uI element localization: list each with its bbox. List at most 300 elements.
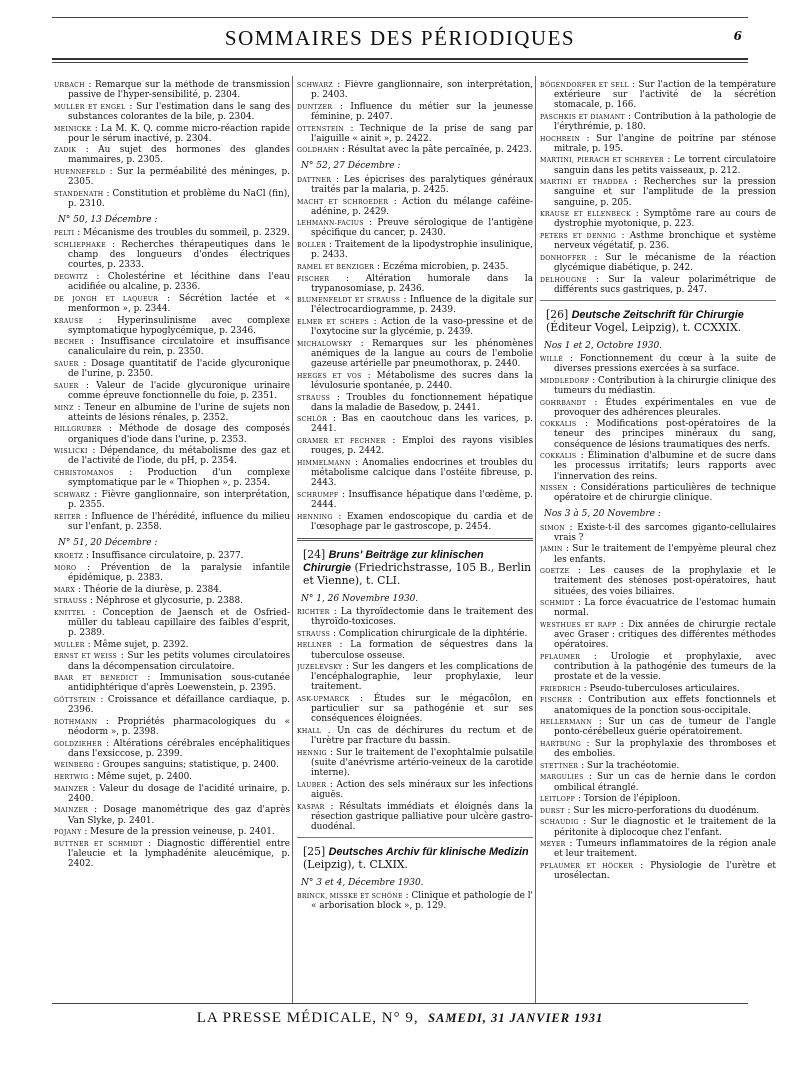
author-name: MACHT ET SCHROEDER	[297, 198, 389, 206]
abstract-entry	[540, 717, 776, 737]
author-name: STRAUSS	[54, 598, 88, 606]
author-name: GOETZE	[540, 568, 570, 576]
article-title: : Valeur de l'acide glycuronique urinaire comme épreuve fonctionnelle du foie, p. 2351.	[68, 380, 290, 402]
author-name: SCHWARZ	[54, 491, 90, 499]
author-name: HUENNEFELD	[54, 169, 106, 177]
article-title: : Remarques sur les phénomènes anémiques de la langue au cours de l'embolie gazeuse artérielle par pneumothorax, p. 2440.	[311, 338, 533, 370]
author-name: RICHTER	[297, 608, 330, 616]
footer-rule	[52, 1003, 748, 1004]
abstract-entry	[297, 662, 533, 692]
abstract-entry	[540, 419, 776, 449]
abstract-entry	[540, 155, 776, 175]
article-title: : Teneur en albumine de l'urine de sujets non atteints de lésions rénales, p. 2352.	[68, 402, 290, 423]
article-title: : Complication chirurgicale de la diphtérie.	[333, 628, 528, 639]
article-title: : Traitement de la lipodystrophie insulinique, p. 2433.	[311, 240, 533, 261]
abstract-entry	[297, 458, 533, 488]
article-title: : Groupes sanguins; statistique, p. 2400.	[96, 760, 279, 771]
article-title: : Insuffisance hépatique dans l'œdème, p. 2444.	[311, 489, 533, 510]
abstract-entry	[297, 145, 533, 155]
author-name: HEEGES ET VOS	[297, 372, 362, 380]
abstract-entry	[54, 739, 290, 759]
article-title: : Hyperinsulinisme avec complexe symptomatique hypoglycémique, p. 2346.	[68, 315, 290, 336]
author-name: SIMON	[540, 524, 566, 532]
author-name: KHALL	[297, 728, 322, 736]
top-rule	[52, 17, 748, 18]
page-footer	[52, 1010, 748, 1027]
article-title: : Insuffisance circulatoire et insuffisance canaliculaire du rein, p. 2350.	[68, 337, 290, 358]
article-title: : Emploi des rayons visibles rouges, p. 2442.	[311, 436, 533, 457]
author-name: DATTNER	[297, 176, 332, 184]
article-title: : Insuffisance circulatoire, p. 2377.	[85, 551, 244, 562]
article-title: : Méthode de dosage des composés organiques d'iode dans l'urine, p. 2353.	[68, 424, 290, 445]
abstract-entry	[540, 794, 776, 804]
article-title: : Examen endoscopique du cardia et de l'œsophage par le gastroscope, p. 2454.	[311, 511, 533, 532]
abstract-entry	[540, 134, 776, 154]
abstract-entry	[297, 629, 533, 639]
abstract-entry	[297, 197, 533, 217]
article-title: : Sur la prophylaxie des thromboses et des embolies.	[554, 739, 776, 760]
header-rule-thin	[52, 62, 748, 63]
abstract-entry	[54, 695, 290, 715]
abstract-entry	[54, 640, 290, 650]
author-name: BÖGENDORFER ET SELL	[540, 82, 629, 89]
article-title: : Sur un cas de tumeur de l'angle ponto-cérébelleux guérie opératoirement.	[554, 717, 776, 738]
author-name: SAUER	[54, 382, 79, 390]
abstract-entry	[540, 483, 776, 503]
author-name: COKKALIS	[540, 421, 577, 429]
author-name: KRAUSE ET ELLENBECK	[540, 211, 631, 219]
author-name: NISSEN	[540, 485, 568, 493]
article-title: : Au sujet des hormones des glandes mammaires, p. 2305.	[68, 145, 290, 166]
article-title: : Sur le diagnostic et le traitement de la péritonite à diplocoque chez l'enfant.	[554, 817, 776, 838]
article-title: : Influence de l'hérédité, influence du milieu sur l'enfant, p. 2358.	[68, 511, 290, 532]
author-name: GOLDZIEHER	[54, 740, 102, 748]
article-title: : Contribution à la chirurgie clinique des tumeurs du médiastin.	[554, 375, 776, 396]
article-title: : Considérations particulières de technique opératoire et de chirurgie clinique.	[554, 483, 776, 504]
author-name: DEGWITZ	[54, 274, 88, 281]
article-title: : Élimination d'albumine et de sucre dans les processus irritatifs; leurs rapports avec l'innervation des reins.	[554, 451, 776, 482]
author-name: STRAUSS	[297, 630, 331, 638]
article-title: : Pseudo-tuberculoses articulaires.	[583, 683, 740, 694]
abstract-entry	[54, 805, 290, 825]
abstract-entry	[54, 585, 290, 595]
author-name: SCHWARZ	[297, 82, 333, 89]
abstract-entry	[297, 891, 533, 911]
article-title: : Les épicrises des paralytiques généraux traités par la malaria, p. 2425.	[311, 174, 533, 195]
article-title: : Torsion de l'épiploon.	[577, 794, 681, 805]
article-title: : Sur l'action de la température extérieure sur l'activité de la sécrétion stomacale, p. 166.	[554, 80, 776, 111]
issue-heading: N° 51, 20 Décembre :	[58, 537, 158, 548]
abstract-entry	[540, 451, 776, 481]
journal-number: [25]	[303, 844, 326, 858]
author-name: WILLÉ	[540, 355, 564, 363]
abstract-entry	[540, 275, 776, 295]
article-title: : Néphrose et glycosurie, p. 2388.	[90, 596, 243, 607]
article-title: : Sur les micro-perforations du duodénum.	[567, 805, 760, 816]
author-name: HIMMELMANN	[297, 459, 351, 467]
article-title: : Preuve sérologique de l'antigène spécifique du cancer, p. 2430.	[311, 218, 533, 239]
journal-number: [26]	[546, 307, 569, 321]
author-name: LEHMANN-FACIUS	[297, 220, 364, 228]
abstract-entry	[54, 189, 290, 209]
author-name: MARX	[54, 586, 76, 594]
author-name: KNITTEL	[54, 609, 86, 617]
article-title: : Immunisation sous-cutanée antidiphtérique d'après Loewenstein, p. 2395.	[68, 673, 290, 694]
abstract-entry	[540, 772, 776, 792]
author-name: ASK-UPMARCK	[297, 696, 350, 704]
abstract-entry	[540, 652, 776, 682]
article-title: : La formation de séquestres dans la tuberculose osseuse.	[311, 640, 533, 661]
abstract-entry	[54, 651, 290, 671]
abstract-entry	[54, 381, 290, 401]
abstract-entry	[540, 806, 776, 816]
abstract-entry	[54, 827, 290, 837]
article-title: : La thyroïdectomie dans le traitement des thyroïdo-toxicoses.	[311, 606, 533, 628]
author-name: ERNST ET WEISS	[54, 653, 118, 661]
article-title: : Fonctionnement du cœur à la suite de diverses pressions exercées à sa surface.	[554, 353, 776, 375]
author-name: HERTWIG	[54, 773, 89, 781]
abstract-entry	[54, 784, 290, 804]
column-right	[540, 80, 776, 1000]
abstract-entry	[540, 112, 776, 132]
abstract-entry	[54, 145, 290, 165]
author-name: MICHALOWSKY	[297, 340, 352, 348]
article-title: : Remarque sur la méthode de transmission passive de l'hyper-sensibilité, p. 2304.	[68, 80, 290, 101]
article-title: : Tumeurs inflammatoires de la région anale et leur traitement.	[554, 839, 776, 860]
abstract-entry	[54, 294, 290, 314]
author-name: HELLNER	[297, 642, 332, 650]
abstract-entry	[297, 436, 533, 456]
author-name: BLUMENFELDT ET STRAUSS	[297, 297, 401, 305]
author-name: RAMEL ET BENZIGER	[297, 263, 375, 271]
article-title: : Cholestérine et lécithine dans l'eau acidifiée ou alcaline, p. 2336.	[68, 272, 290, 293]
author-name: OTTENSTEIN	[297, 125, 345, 133]
author-name: DE JONGH ET LAQUEUR	[54, 295, 159, 303]
author-name: STANDENATH	[54, 190, 104, 198]
author-name: GOHRBANDT	[540, 399, 587, 407]
author-name: SCHAUDIG	[540, 819, 579, 827]
article-title: : Sur le traitement de l'empyème pleural chez les enfants.	[554, 544, 776, 565]
author-name: DONHOFFER	[540, 254, 587, 262]
footer-journal: LA PRESSE MÉDICALE, N° 9,	[196, 1010, 419, 1026]
article-title: : Métabolisme des sucres dans la lévulosurie spontanée, p. 2440.	[311, 370, 533, 391]
article-title: : Fièvre ganglionnaire, son interprétation, p. 2403.	[311, 80, 533, 101]
abstract-entry	[297, 607, 533, 627]
author-name: HOCHREIN	[540, 135, 581, 143]
abstract-entry	[297, 240, 533, 260]
author-name: MULLER	[54, 641, 85, 649]
abstract-entry	[54, 468, 290, 488]
abstract-entry	[297, 371, 533, 391]
abstract-entry	[54, 446, 290, 466]
author-name: HELLERMANN	[540, 719, 592, 727]
article-title: : Symptôme rare au cours de dystrophie myotonique, p. 223.	[554, 209, 776, 230]
page-title: SOMMAIRES DES PÉRIODIQUES	[224, 26, 576, 50]
author-name: BOLLER	[297, 242, 326, 250]
footer-date: SAMEDI, 31 JANVIER 1931	[428, 1011, 604, 1025]
article-title: : Sur l'estimation dans le sang des substances colorantes de la bile, p. 2304.	[68, 101, 290, 122]
abstract-entry	[297, 414, 533, 434]
abstract-entry	[540, 523, 776, 543]
article-title: : Altérations cérébrales encéphalitiques dans l'exsiccose, p. 2399.	[68, 738, 290, 759]
article-title: : Influence de la digitale sur l'électrocardiogramme, p. 2439.	[311, 295, 533, 316]
article-title: : Sécrétion lactée et « menformon », p. 2344.	[68, 293, 290, 314]
abstract-entry	[54, 316, 290, 336]
article-title: : Dosage quantitatif de l'acide glycuronique de l'urine, p. 2350.	[68, 359, 290, 380]
author-name: BECHER	[54, 339, 85, 347]
abstract-entry	[54, 167, 290, 187]
author-name: JUZELEVSKY	[297, 664, 343, 672]
issue-heading: Nos 1 et 2, Octobre 1930.	[544, 340, 663, 351]
abstract-entry	[540, 817, 776, 837]
author-name: MARTINI, PIERACH ET SCHREYER	[540, 157, 664, 165]
abstract-entry	[54, 337, 290, 357]
author-name: KRAUSE	[54, 317, 84, 325]
abstract-entry	[297, 124, 533, 144]
article-title: : Asthme bronchique et système nerveux végétatif, p. 236.	[554, 230, 776, 252]
section-separator	[540, 300, 776, 301]
author-name: KASPAR	[297, 803, 325, 811]
author-name: ELMER ET SCHEPS	[297, 319, 370, 327]
article-title: : Théorie de la diurèse, p. 2384.	[77, 584, 222, 595]
abstract-entry	[297, 640, 533, 660]
author-name: DUNTZER	[297, 103, 333, 111]
author-name: POJANY	[54, 829, 82, 837]
author-name: ZADIK	[54, 147, 77, 155]
author-name: PELTI	[54, 230, 75, 238]
abstract-entry	[540, 253, 776, 273]
article-title: : Sur les petits volumes circulatoires dans la décompensation circulatoire.	[68, 651, 290, 672]
abstract-entry	[540, 376, 776, 396]
article-title: : Troubles du fonctionnement hépatique dans la maladie de Basedow, p. 2441.	[311, 392, 533, 413]
author-name: FISCHER	[297, 275, 330, 283]
journal-publisher: (Éditeur Vogel, Leipzig), t. CCXXIX.	[546, 320, 742, 334]
abstract-entry	[540, 739, 776, 759]
journal-title: Deutsche Zeitschrift für Chirurgie	[571, 308, 744, 321]
article-title: : Influence du métier sur la jeunesse féminine, p. 2407.	[311, 101, 533, 122]
abstract-entry	[540, 209, 776, 229]
author-name: SAUER	[54, 361, 79, 369]
abstract-entry	[54, 608, 290, 638]
abstract-entry	[297, 218, 533, 238]
author-name: MINZ	[54, 404, 74, 412]
author-name: DURST	[540, 807, 565, 815]
author-name: HENNIG	[297, 749, 327, 757]
abstract-entry	[54, 596, 290, 606]
author-name: SCHLIEPHAKE	[54, 242, 106, 250]
article-title: : Sur le mécanisme de la réaction glycémique diabétique, p. 242.	[554, 252, 776, 273]
article-title: : La M. K. Q. comme micro-réaction rapide pour le sérum inactivé, p. 2304.	[68, 123, 290, 144]
abstract-entry	[54, 772, 290, 782]
author-name: PFLAUMER	[540, 653, 581, 661]
abstract-entry	[54, 424, 290, 444]
article-title: : Études expérimentales en vue de provoquer des adhérences pleurales.	[554, 397, 776, 418]
abstract-entry	[297, 295, 533, 315]
abstract-entry	[540, 684, 776, 694]
author-name: SCHMIDT	[540, 600, 575, 608]
issue-heading: Nos 3 à 5, 20 Novembre :	[544, 509, 661, 520]
article-title: : Dépendance, du métabolisme des gaz et de l'activité de l'iode, du pH, p. 2354.	[68, 446, 290, 467]
author-name: FISCHER	[540, 697, 573, 705]
journal-title: Deutsches Archiv für klinische Medizin	[328, 845, 529, 858]
author-name: LAUBER	[297, 781, 327, 789]
article-title: : Eczéma microbien, p. 2435.	[376, 261, 509, 272]
abstract-entry	[540, 354, 776, 374]
author-name: MAINZER	[54, 785, 89, 793]
article-title: : Résultat avec la pâte percaïnée, p. 2423.	[342, 145, 532, 156]
journal-number: [24]	[303, 547, 326, 561]
author-name: MORO	[54, 564, 77, 572]
abstract-entry	[297, 274, 533, 294]
abstract-entry	[540, 839, 776, 859]
abstract-entry	[540, 620, 776, 650]
author-name: SCHRUMPF	[297, 491, 339, 499]
journal-publisher: (Leipzig), t. CLXIX.	[303, 857, 408, 871]
article-title: : Valeur du dosage de l'acidité urinaire, p. 2400.	[68, 783, 290, 804]
abstract-entry	[297, 262, 533, 272]
author-name: GRAMER ET FECHNER	[297, 438, 386, 446]
abstract-entry	[297, 393, 533, 413]
author-name: PETERS ET DENNIG	[540, 232, 617, 240]
article-title: : Action du mélange caféine-adénine, p. 2429.	[311, 196, 533, 217]
author-name: MEINICKE	[54, 125, 92, 133]
article-title: : Bas en caoutchouc dans les varices, p. 2441.	[311, 414, 533, 435]
article-title: : Modifications post-opératoires de la teneur des principes minéraux du sang, conséquence de lésions traumatiques des nerfs.	[554, 419, 776, 450]
abstract-entry	[540, 695, 776, 715]
abstract-entry	[297, 726, 533, 746]
journal-heading	[299, 549, 533, 588]
author-name: GÖTTSTEIN	[54, 696, 96, 704]
author-name: REITER	[54, 513, 81, 521]
article-title: : Contribution à la pathologie de l'érythrémie, p. 180.	[554, 111, 776, 133]
abstract-entry	[54, 228, 290, 238]
abstract-entry	[540, 177, 776, 207]
abstract-entry	[297, 512, 533, 532]
article-title: : Existe-t-il des sarcomes giganto-cellulaires vrais ?	[554, 522, 776, 543]
article-title: : Propriétés pharmacologiques du « néodorm », p. 2398.	[68, 716, 290, 737]
author-name: MIDDLEDORF	[540, 377, 590, 385]
article-title: : Recherches thérapeutiques dans le champ des longueurs d'ondes électriques courtes, p. 2333.	[68, 240, 290, 271]
author-name: BRINCK, MISSKE ET SCHÖNE	[297, 893, 403, 901]
article-title: : Même sujet, p. 2392.	[87, 639, 189, 650]
article-title: : Prévention de la paralysie infantile épidémique, p. 2383.	[68, 562, 290, 583]
article-title: : Diagnostic différentiel entre l'aleucie et la lymphadénite aleucémique, p. 2402.	[68, 838, 290, 870]
article-title: : Action des sels minéraux sur les infections aiguës.	[311, 779, 533, 800]
article-title: : Clinique et pathologie de l' « arborisation block », p. 129.	[311, 891, 533, 912]
article-title: : Dosage manométrique des gaz d'après Van Slyke, p. 2401.	[68, 805, 290, 826]
abstract-entry	[297, 802, 533, 832]
abstract-entry	[540, 861, 776, 881]
abstract-entry	[54, 80, 290, 100]
abstract-entry	[540, 544, 776, 564]
abstract-entry	[54, 760, 290, 770]
abstract-entry	[54, 102, 290, 122]
article-title: : Urologie et prophylaxie, avec contribution à la pathogénie des tumeurs de la prostate et de la vessie.	[554, 651, 776, 683]
article-title: : Conception de Jaensch et de Osfried-müller du tableau capillaire des faibles d'esprit, p. 2389.	[68, 607, 290, 639]
article-title: : Physiologie de l'urètre et urosélectan.	[554, 861, 776, 882]
author-name: MAINZER	[54, 807, 89, 815]
abstract-entry	[540, 398, 776, 418]
author-name: KROETZ	[54, 553, 84, 561]
abstract-entry	[297, 80, 533, 100]
header-rule	[52, 58, 748, 60]
article-title: : Constitution et problème du NaCl (fin), p. 2310.	[68, 188, 290, 210]
page-header	[52, 26, 748, 54]
article-title: : Sur la trachéotomie.	[581, 760, 680, 771]
abstract-entry	[54, 673, 290, 693]
article-title: : La force évacuatrice de l'estomac humain normal.	[554, 598, 776, 619]
issue-heading: N° 3 et 4, Décembre 1930.	[301, 877, 424, 888]
author-name: BAAR ET BENEDICT	[54, 675, 138, 683]
article-title: : Sur le traitement de l'exophtalmie pulsatile (suite d'anévrisme artério-veineux de la carotide interne).	[311, 747, 533, 779]
article-title: : Sur les dangers et les complications de l'encéphalographie, leur prophylaxie, leur traitement.	[311, 662, 533, 693]
abstract-entry	[54, 124, 290, 144]
journal-publisher: (Friedrichstrasse, 105 B., Berlin et Vienne), t. CLI.	[303, 560, 532, 587]
abstract-entry	[297, 694, 533, 724]
article-title: : Fièvre ganglionnaire, son interprétation, p. 2355.	[68, 489, 290, 510]
issue-heading: N° 50, 13 Décembre :	[58, 215, 158, 226]
author-name: HARTBUNG	[540, 741, 582, 748]
author-name: MULLER ET ENGEL	[54, 103, 126, 111]
abstract-entry	[540, 761, 776, 771]
author-name: MARTINI ET THADDEA	[540, 179, 628, 187]
article-title: : Mécanisme des troubles du sommeil, p. 2329.	[77, 228, 290, 239]
abstract-entry	[297, 339, 533, 369]
article-title: : Contribution aux effets fonctionnels et anatomiques de la ponction sous-occipitale.	[554, 695, 776, 716]
article-title: : Production d'un complexe symptomatique par le « Thiophen », p. 2354.	[68, 468, 290, 489]
abstract-entry	[540, 231, 776, 251]
article-title: : Sur la perméabilité des méninges, p. 2305.	[68, 167, 290, 188]
author-name: PFLAUMER ET HÖCKER	[540, 863, 634, 871]
article-title: : Recherches sur la pression sanguine et sur l'amplitude de la pression sanguine, p. 205.	[554, 177, 776, 208]
author-name: LEITLOPP	[540, 796, 576, 804]
author-name: BUTTNER ET SCHMIDT	[54, 840, 143, 848]
section-separator	[297, 538, 533, 541]
author-name: MARGULIES	[540, 774, 584, 782]
abstract-entry	[540, 566, 776, 596]
abstract-entry	[54, 551, 290, 561]
section-separator	[297, 837, 533, 838]
article-title: : Altération humorale dans la trypanosomiase, p. 2436.	[311, 273, 533, 294]
author-name: CHRISTOMANOS	[54, 470, 114, 478]
article-title: : Le torrent circulatoire sanguin dans les petits vaisseaux, p. 212.	[554, 155, 776, 176]
abstract-entry	[540, 598, 776, 618]
author-name: HILLGRUBER	[54, 426, 102, 434]
column-divider	[292, 76, 293, 1004]
issue-heading: N° 52, 27 Décembre :	[301, 161, 401, 172]
abstract-entry	[54, 717, 290, 737]
article-title: : Sur la valeur polarimétrique de différents sucs gastriques, p. 247.	[554, 274, 776, 295]
article-title: : Mesure de la pression veineuse, p. 2401.	[84, 827, 275, 838]
author-name: GOLDHAHN	[297, 147, 340, 155]
journal-heading	[299, 846, 533, 872]
author-name: ROTHMANN	[54, 718, 98, 726]
author-name: WESTHUES ET RAPP	[540, 621, 617, 629]
author-name: FRIEDRICH	[540, 685, 581, 693]
author-name: PASCHKIS ET DIAMANT	[540, 113, 625, 121]
abstract-entry	[54, 839, 290, 869]
author-name: STETTNER	[540, 762, 579, 770]
abstract-entry	[54, 240, 290, 270]
author-name: WISLICKI	[54, 448, 88, 456]
abstract-entry	[297, 175, 533, 195]
article-title: : Résultats immédiats et éloignés dans la résection gastrique palliative pour ulcère gastro-duodénal.	[311, 801, 533, 832]
article-title: . Un cas de déchirures du rectum et de l'urètre par fracture du bassin.	[311, 726, 533, 747]
author-name: DELHOUGNE	[540, 276, 587, 284]
abstract-entry	[54, 563, 290, 583]
journal-heading	[542, 309, 776, 335]
article-title: : Sur l'angine de poitrine par sténose mitrale, p. 195.	[554, 133, 776, 154]
